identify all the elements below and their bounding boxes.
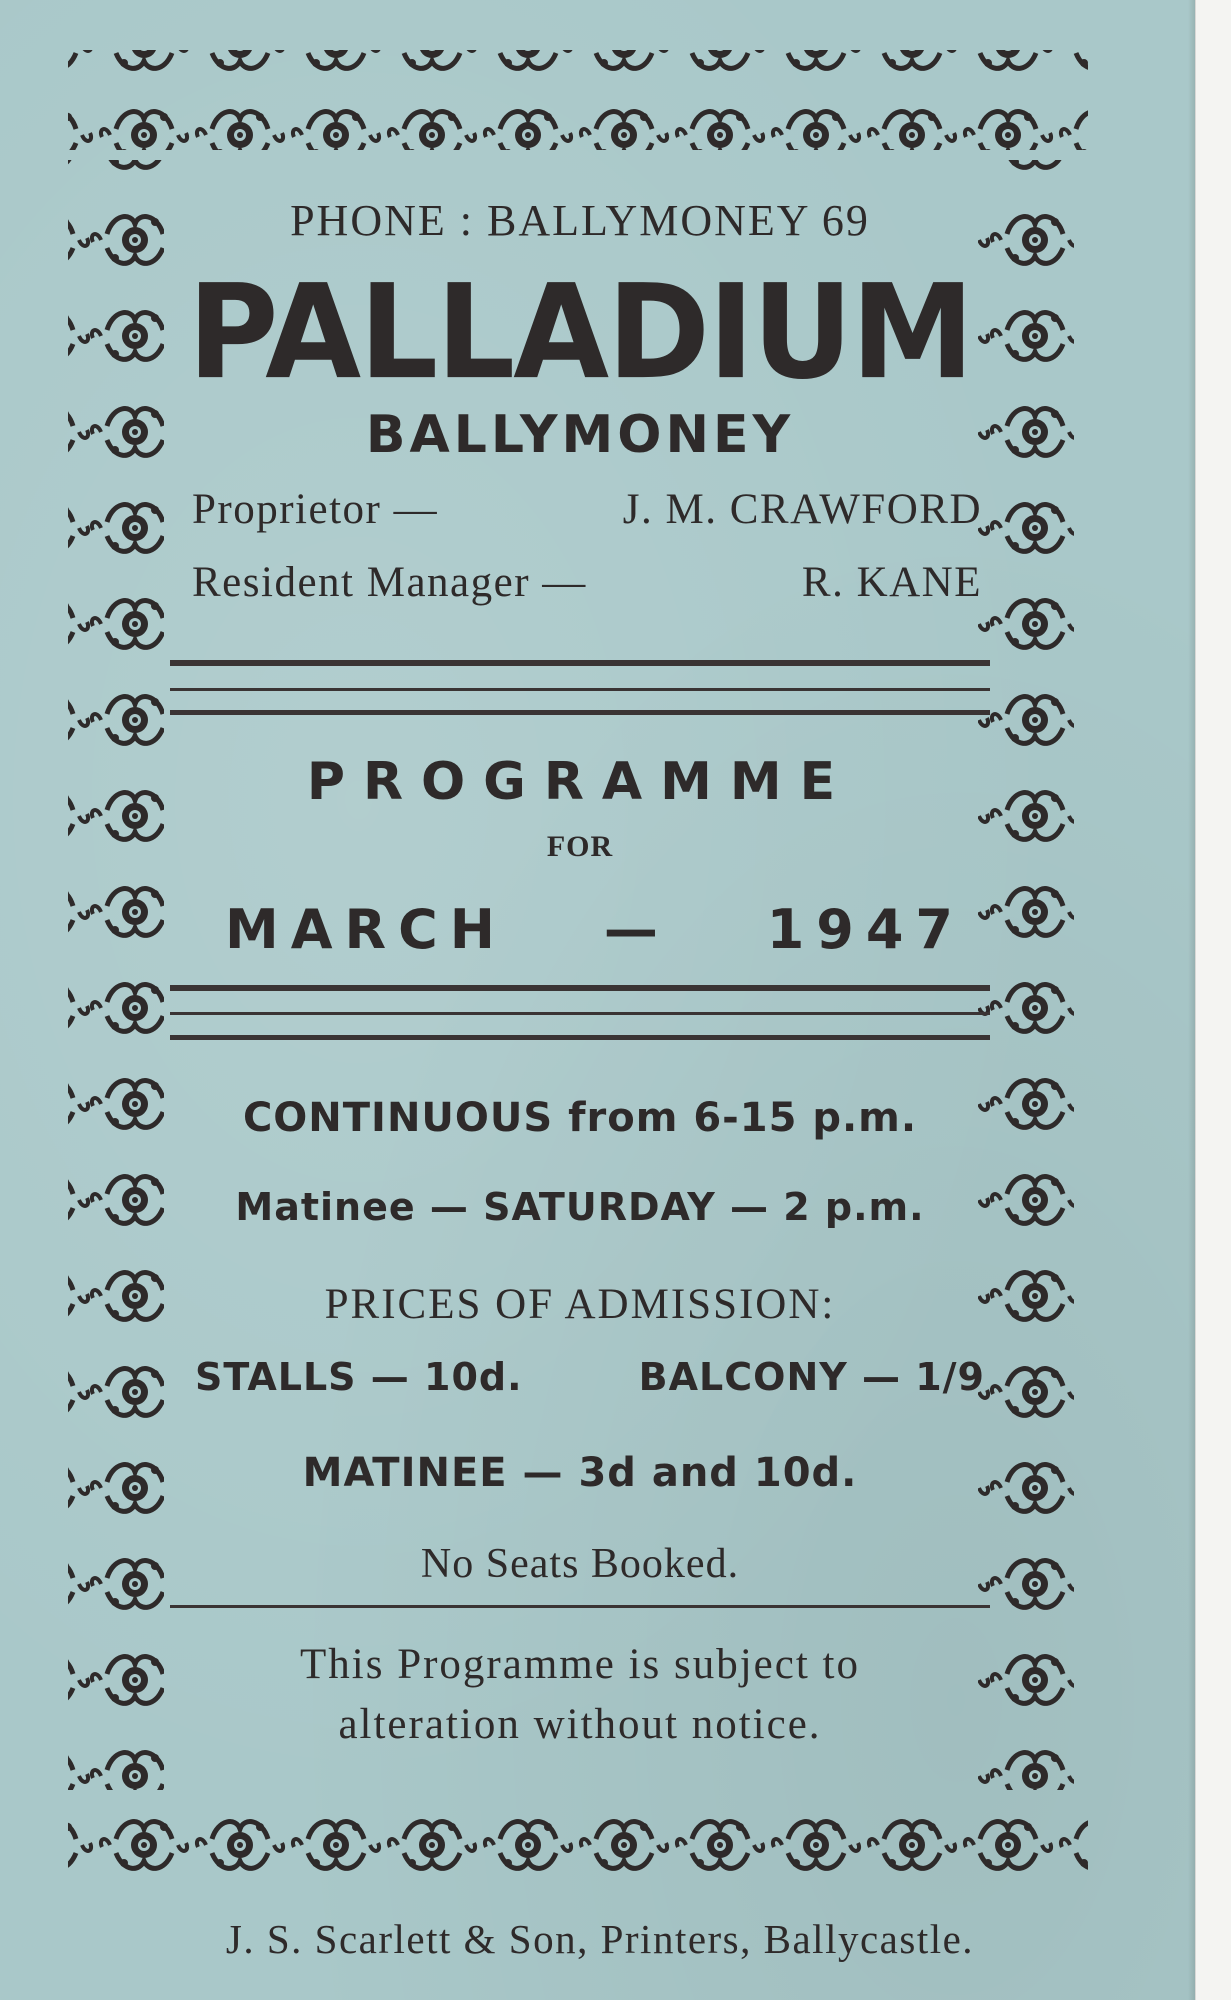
divider-rule (170, 688, 990, 691)
divider-rule (170, 710, 990, 715)
matinee-times: Matinee — SATURDAY — 2 p.m. (235, 1185, 925, 1229)
manager-name: R. KANE (801, 559, 982, 606)
notice-line-1: This Programme is subject to (300, 1641, 860, 1688)
right-border-band (978, 160, 1074, 1790)
printer-credit: J. S. Scarlett & Son, Printers, Ballycastle. (225, 1916, 975, 1962)
divider-rule (170, 1605, 990, 1608)
stalls-price: STALLS — 10d. (195, 1355, 523, 1399)
programme-heading: PROGRAMME (306, 752, 854, 812)
prices-row (195, 1355, 985, 1399)
divider-rule (170, 660, 990, 666)
month-year-line (225, 898, 965, 961)
manager-line (192, 558, 982, 607)
matinee-prices: MATINEE — 3d and 10d. (302, 1450, 858, 1496)
manager-label: Resident Manager — (192, 559, 587, 606)
theatre-title: PALLADIUM (187, 257, 973, 409)
notice-line-2: alteration without notice. (338, 1701, 822, 1748)
prices-heading: PRICES OF ADMISSION: (324, 1281, 836, 1328)
for-label: FOR (546, 830, 614, 863)
paper-edge (1195, 0, 1231, 2000)
dash-separator: — (603, 898, 670, 961)
proprietor-name: J. M. CRAWFORD (622, 486, 982, 533)
theatre-town: BALLYMONEY (365, 405, 795, 465)
divider-rule (170, 985, 990, 991)
bottom-border-band (68, 1800, 1088, 1890)
continuous-times: CONTINUOUS from 6-15 p.m. (242, 1095, 918, 1141)
month-label: MARCH (225, 898, 507, 961)
proprietor-line (192, 485, 982, 534)
phone-line: PHONE : BALLYMONEY 69 (290, 196, 870, 245)
year-label: 1947 (766, 898, 965, 961)
divider-rule (170, 1012, 990, 1015)
no-seats-booked: No Seats Booked. (420, 1541, 740, 1587)
balcony-price: BALCONY — 1/9 (638, 1355, 985, 1399)
proprietor-label: Proprietor — (192, 486, 439, 533)
left-border-band (68, 160, 164, 1790)
top-border-band (68, 50, 1088, 150)
divider-rule (170, 1035, 990, 1040)
